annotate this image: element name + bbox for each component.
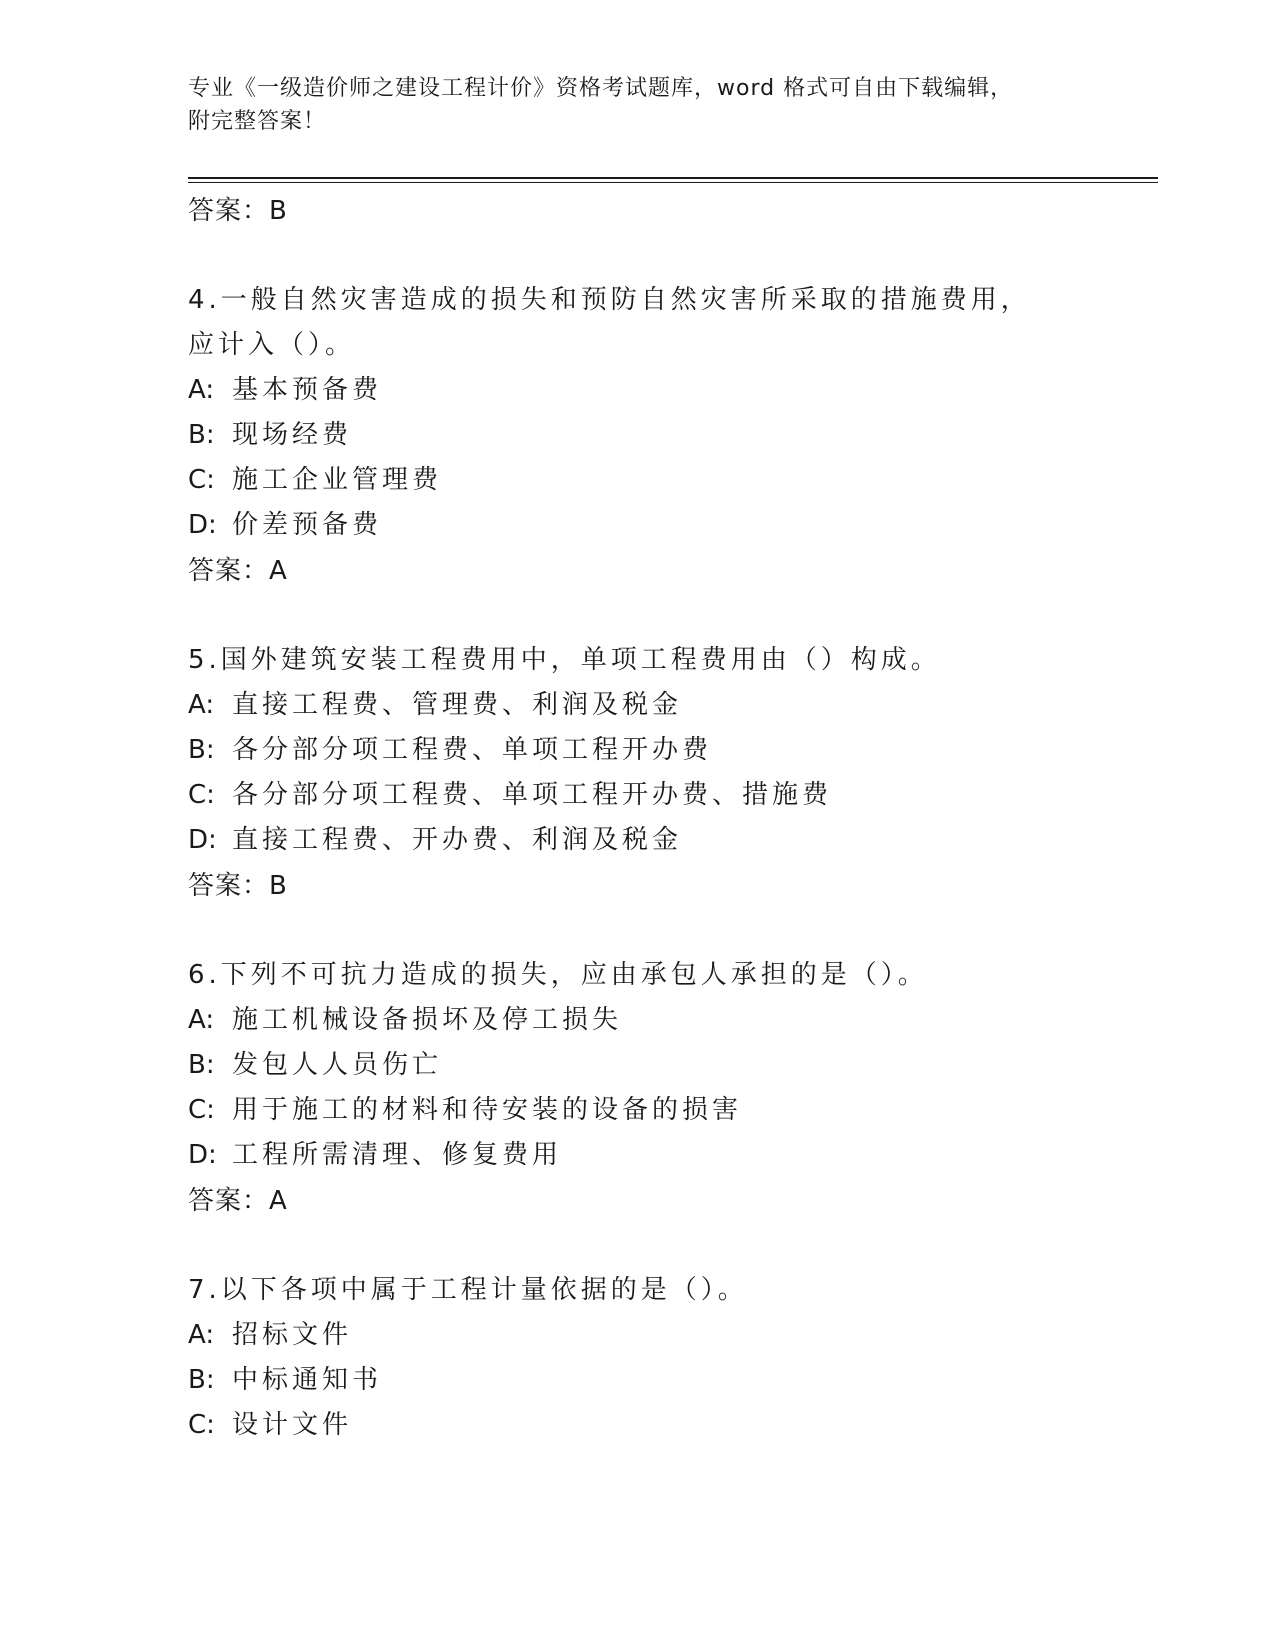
option-text: 直接工程费、管理费、利润及税金 xyxy=(232,690,683,720)
option-letter: B: xyxy=(188,420,215,450)
option-c xyxy=(188,458,1088,503)
option-letter: D: xyxy=(188,510,217,540)
option-text: 直接工程费、开办费、利润及税金 xyxy=(232,825,683,855)
option-d xyxy=(188,1133,1088,1178)
option-c xyxy=(188,1088,1088,1133)
option-text: 现场经费 xyxy=(232,420,353,450)
option-a xyxy=(188,998,1088,1043)
option-text: 基本预备费 xyxy=(232,375,383,405)
option-text: 各分部分项工程费、单项工程开办费 xyxy=(232,735,713,765)
option-letter: D: xyxy=(188,1140,217,1170)
header-line-1: 专业《一级造价师之建设工程计价》资格考试题库，word 格式可自由下载编辑， xyxy=(188,76,1014,101)
option-letter: B: xyxy=(188,1365,215,1395)
previous-answer: 答案：B xyxy=(188,196,288,226)
option-text: 价差预备费 xyxy=(232,510,383,540)
option-letter: A: xyxy=(188,375,215,405)
option-b xyxy=(188,728,1088,773)
option-letter: A: xyxy=(188,1005,215,1035)
answer-label: 答案：B xyxy=(188,871,288,901)
option-c xyxy=(188,1403,1088,1448)
option-b xyxy=(188,413,1088,458)
option-b xyxy=(188,1358,1088,1403)
question-block xyxy=(188,278,1088,594)
header-rule-thick xyxy=(188,177,1158,179)
option-letter: A: xyxy=(188,690,215,720)
option-a xyxy=(188,1313,1088,1358)
option-text: 招标文件 xyxy=(232,1320,353,1350)
option-a xyxy=(188,368,1088,413)
option-letter: C: xyxy=(188,1410,215,1440)
option-text: 设计文件 xyxy=(232,1410,353,1440)
option-a xyxy=(188,683,1088,728)
option-text: 中标通知书 xyxy=(232,1365,383,1395)
option-text: 施工机械设备损坏及停工损失 xyxy=(232,1005,623,1035)
question-text: 7.以下各项中属于工程计量依据的是（）。 xyxy=(188,1275,748,1305)
option-d xyxy=(188,503,1088,548)
option-letter: C: xyxy=(188,465,215,495)
option-text: 发包人人员伤亡 xyxy=(232,1050,443,1080)
option-letter: A: xyxy=(188,1320,215,1350)
option-letter: D: xyxy=(188,825,217,855)
answer-label: 答案：A xyxy=(188,556,288,586)
document-header xyxy=(188,72,1088,138)
option-letter: B: xyxy=(188,735,215,765)
option-text: 施工企业管理费 xyxy=(232,465,443,495)
header-rule-thin xyxy=(188,182,1158,183)
option-d xyxy=(188,818,1088,863)
option-text: 用于施工的材料和待安装的设备的损害 xyxy=(232,1095,743,1125)
option-text: 工程所需清理、修复费用 xyxy=(232,1140,563,1170)
option-b xyxy=(188,1043,1088,1088)
answer-label: 答案：A xyxy=(188,1186,288,1216)
question-text: 6.下列不可抗力造成的损失，应由承包人承担的是（）。 xyxy=(188,960,928,990)
header-line-2: 附完整答案！ xyxy=(188,109,327,134)
option-letter: C: xyxy=(188,780,215,810)
option-text: 各分部分项工程费、单项工程开办费、措施费 xyxy=(232,780,833,810)
option-c xyxy=(188,773,1088,818)
question-block xyxy=(188,953,1088,1224)
question-text: 4.一般自然灾害造成的损失和预防自然灾害所采取的措施费用，应计入（）。 xyxy=(188,285,1031,360)
question-block xyxy=(188,1268,1088,1448)
option-letter: B: xyxy=(188,1050,215,1080)
question-list xyxy=(188,188,1088,1448)
option-letter: C: xyxy=(188,1095,215,1125)
question-text: 5.国外建筑安装工程费用中，单项工程费用由（）构成。 xyxy=(188,645,941,675)
question-block xyxy=(188,638,1088,909)
